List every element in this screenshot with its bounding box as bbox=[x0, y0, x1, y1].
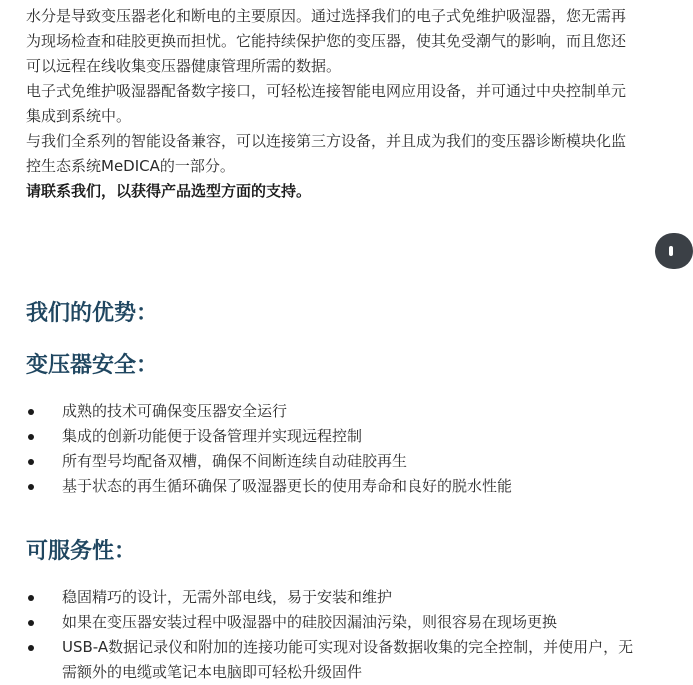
intro-paragraph-interface: 电子式免维护吸湿器配备数字接口，可轻松连接智能电网应用设备，并可通过中央控制单元集成到系统中。 bbox=[26, 82, 627, 125]
list-item bbox=[26, 635, 638, 685]
list-item bbox=[26, 424, 638, 449]
list-item bbox=[26, 585, 638, 610]
list-item bbox=[26, 449, 638, 474]
serviceability-list bbox=[26, 585, 638, 685]
list-item-text: 稳固精巧的设计，无需外部电线，易于安装和维护 bbox=[62, 588, 393, 606]
safety-heading: 变压器安全： bbox=[26, 353, 159, 378]
bullet-dot-icon bbox=[28, 409, 34, 415]
intro-paragraph-compatibility: 与我们全系列的智能设备兼容，可以连接第三方设备，并且成为我们的变压器诊断模块化监控生态系统MeDICA的一部分。 bbox=[26, 132, 627, 175]
safety-list bbox=[26, 399, 638, 499]
contact-prompt: 请联系我们，以获得产品选型方面的支持。 bbox=[26, 182, 312, 200]
list-item-text: 如果在变压器安装过程中吸湿器中的硅胶因漏油污染，则很容易在现场更换 bbox=[62, 613, 558, 631]
intro-paragraph-moisture: 水分是导致变压器老化和断电的主要原因。通过选择我们的电子式免维护吸湿器，您无需再为现场检查和硅胶更换而担忧。它能持续保护您的变压器，使其免受潮气的影响，而且您还可以远程在线收集变压器健康管理所需的数据。 bbox=[26, 7, 627, 75]
bullet-dot-icon bbox=[28, 595, 34, 601]
side-tab-icon bbox=[669, 246, 673, 256]
side-floating-tab-button[interactable] bbox=[655, 233, 693, 269]
bullet-dot-icon bbox=[28, 434, 34, 440]
list-item-text: 基于状态的再生循环确保了吸湿器更长的使用寿命和良好的脱水性能 bbox=[62, 477, 513, 495]
list-item-text: USB-A数据记录仪和附加的连接功能可实现对设备数据收集的完全控制，并使用户，无需额外的电缆或笔记本电脑即可轻松升级固件 bbox=[62, 638, 634, 681]
bullet-dot-icon bbox=[28, 459, 34, 465]
advantages-heading: 我们的优势： bbox=[26, 301, 159, 326]
list-item bbox=[26, 610, 638, 635]
serviceability-heading: 可服务性： bbox=[26, 539, 137, 564]
bullet-dot-icon bbox=[28, 645, 34, 651]
list-item bbox=[26, 399, 638, 424]
list-item-text: 成熟的技术可确保变压器安全运行 bbox=[62, 402, 288, 420]
list-item-text: 所有型号均配备双槽，确保不间断连续自动硅胶再生 bbox=[62, 452, 408, 470]
article-content bbox=[26, 4, 638, 685]
bullet-dot-icon bbox=[28, 484, 34, 490]
list-item-text: 集成的创新功能便于设备管理并实现远程控制 bbox=[62, 427, 363, 445]
bullet-dot-icon bbox=[28, 620, 34, 626]
list-item bbox=[26, 474, 638, 499]
